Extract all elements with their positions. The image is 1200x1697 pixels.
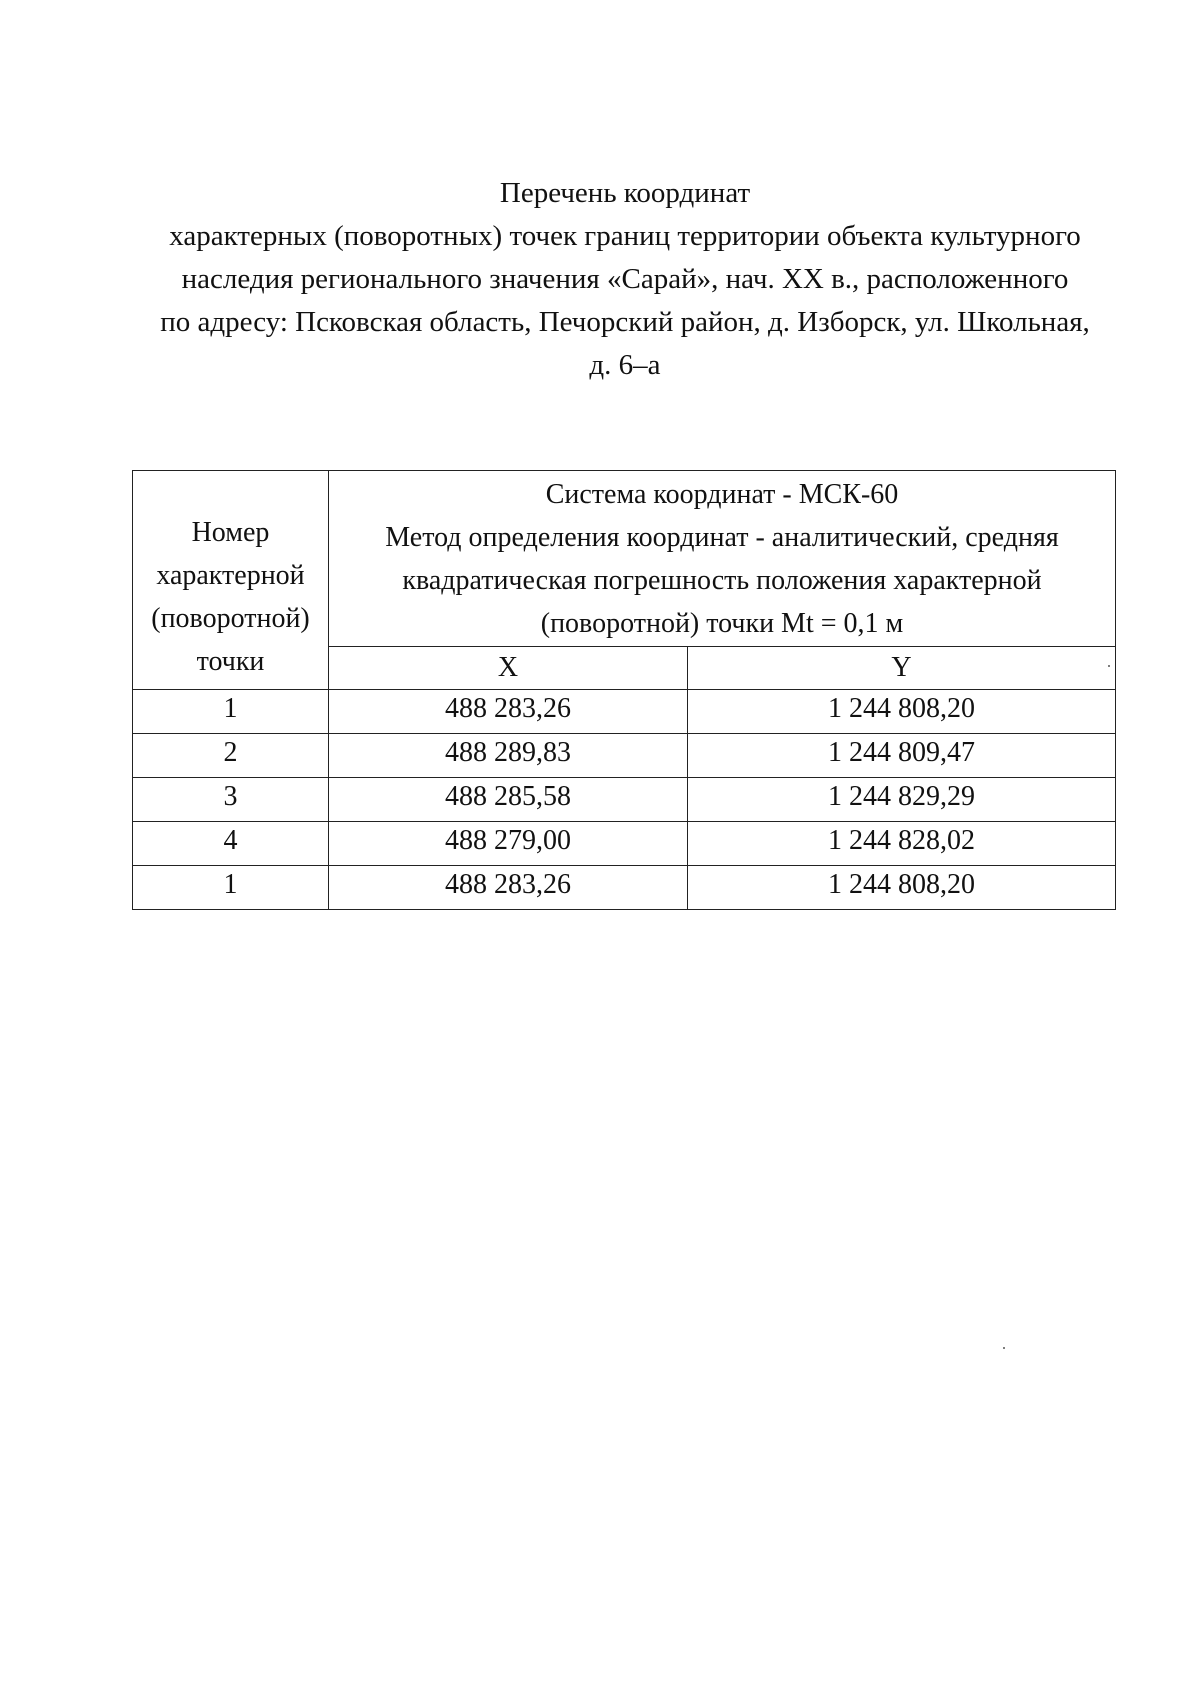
y-value-cell: 1 244 808,20 [688, 866, 1116, 910]
point-number-cell: 3 [133, 778, 329, 822]
table-row [133, 866, 1116, 910]
x-column-header: X [329, 647, 688, 690]
point-number-cell: 4 [133, 822, 329, 866]
x-value-cell: 488 279,00 [329, 822, 688, 866]
table-row [133, 734, 1116, 778]
point-number-header [133, 471, 329, 690]
heading-line-2: характерных (поворотных) точек границ территории объекта культурного [169, 220, 1081, 252]
point-number-cell: 2 [133, 734, 329, 778]
y-column-header: Y [688, 647, 1116, 690]
system-header-line-2: Метод определения координат - аналитический, средняя [385, 522, 1059, 553]
heading-line-1: Перечень координат [499, 177, 751, 209]
table-row [133, 690, 1116, 734]
point-number-cell: 1 [133, 690, 329, 734]
point-header-line-2: характерной [156, 560, 305, 591]
point-header-line-3: (поворотной) [151, 603, 310, 634]
system-header-line-1: Система координат - МСК-60 [545, 479, 899, 510]
table-row [133, 778, 1116, 822]
scan-speck [1108, 665, 1110, 667]
scan-speck [1003, 1347, 1005, 1349]
x-value-cell: 488 285,58 [329, 778, 688, 822]
y-value-cell: 1 244 809,47 [688, 734, 1116, 778]
document-heading [130, 172, 1120, 387]
system-header-line-3: квадратическая погрешность положения характерной [402, 565, 1042, 596]
x-value-cell: 488 283,26 [329, 866, 688, 910]
x-value-cell: 488 283,26 [329, 690, 688, 734]
point-header-line-4: точки [196, 646, 265, 677]
coordinate-system-header [329, 471, 1116, 647]
heading-line-5: д. 6–а [589, 349, 661, 381]
point-header-line-1: Номер [191, 517, 270, 548]
table-row [133, 822, 1116, 866]
system-header-line-4: (поворотной) точки Mt = 0,1 м [540, 608, 904, 639]
table-header-row [133, 471, 1116, 647]
y-value-cell: 1 244 808,20 [688, 690, 1116, 734]
x-value-cell: 488 289,83 [329, 734, 688, 778]
point-number-cell: 1 [133, 866, 329, 910]
coordinates-table [132, 470, 1116, 910]
y-value-cell: 1 244 829,29 [688, 778, 1116, 822]
heading-line-4: по адресу: Псковская область, Печорский район, д. Изборск, ул. Школьная, [160, 306, 1090, 338]
y-value-cell: 1 244 828,02 [688, 822, 1116, 866]
heading-line-3: наследия регионального значения «Сарай», нач. XX в., расположенного [181, 263, 1069, 295]
